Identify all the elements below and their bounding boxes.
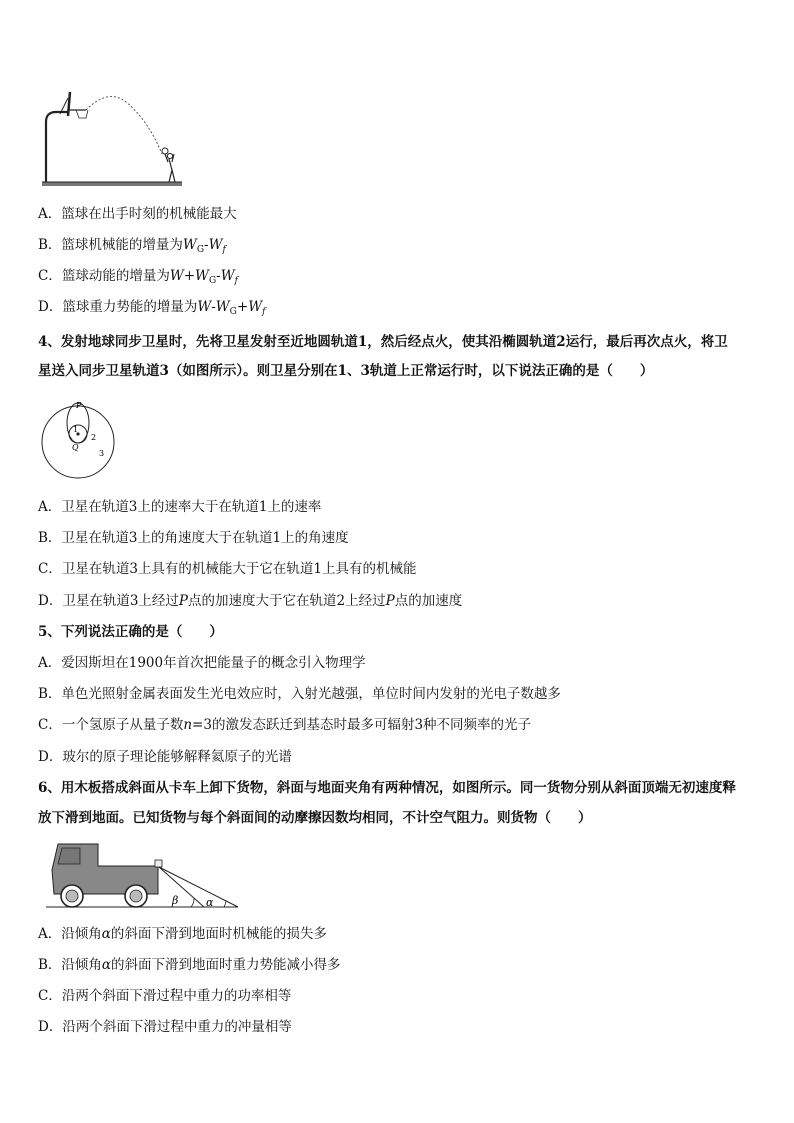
orbit-label-q: Q (72, 443, 79, 452)
q4-option-b[interactable]: B．卫星在轨道3上的角速度大于在轨道1上的角速度 (38, 530, 349, 546)
q6-stem-line2: 放下滑到地面。已知货物与每个斜面间的动摩擦因数均相同，不计空气阻力。则货物（ ） (38, 810, 592, 826)
q5-option-b[interactable]: B．单色光照射金属表面发生光电效应时，入射光越强，单位时间内发射的光电子数越多 (38, 686, 561, 702)
q5-stem: 5、下列说法正确的是（ ） (38, 624, 223, 640)
q5-option-c[interactable]: C．一个氢原子从量子数n=3的激发态跃迁到基态时最多可辐射3种不同频率的光子 (38, 717, 532, 733)
q3-option-a[interactable]: A．篮球在出手时刻的机械能最大 (38, 206, 237, 222)
q3-option-d[interactable]: D．篮球重力势能的增量为$W-W_G+W_f$ (38, 299, 266, 317)
angle-label-beta: β (172, 894, 179, 907)
orbit-label-1: 1 (73, 425, 79, 434)
q4-stem-line2: 星送入同步卫星轨道3（如图所示）。则卫星分别在1、3轨道上正常运行时，以下说法正确的是（ ） (38, 363, 654, 379)
q6-option-b[interactable]: B．沿倾角α的斜面下滑到地面时重力势能减小得多 (38, 957, 341, 973)
angle-label-alpha: α (206, 896, 214, 909)
q5-option-d[interactable]: D．玻尔的原子理论能够解释氦原子的光谱 (38, 749, 292, 765)
q4-option-c[interactable]: C．卫星在轨道3上具有的机械能大于它在轨道1上具有的机械能 (38, 561, 417, 577)
q5-option-a[interactable]: A．爱因斯坦在1900年首次把能量子的概念引入物理学 (38, 655, 366, 671)
q6-stem-line1: 6、用木板搭成斜面从卡车上卸下货物，斜面与地面夹角有两种情况，如图所示。同一货物分别从斜面顶端无初速度释 (38, 780, 736, 796)
satellite-orbits-figure (38, 398, 128, 482)
orbit-label-p: P (76, 401, 82, 410)
q4-option-d[interactable]: D．卫星在轨道3上经过P点的加速度大于它在轨道2上经过P点的加速度 (38, 593, 463, 609)
orbit-label-2: 2 (91, 433, 97, 442)
basketball-shot-figure (38, 88, 188, 190)
orbit-label-3: 3 (99, 449, 105, 458)
q3-option-c[interactable]: C．篮球动能的增量为$W+W_G-W_f$ (38, 268, 238, 286)
q6-option-c[interactable]: C．沿两个斜面下滑过程中重力的功率相等 (38, 988, 292, 1004)
truck-ramps-figure (44, 836, 244, 912)
q3-option-b[interactable]: B．篮球机械能的增量为$W_G-W_f$ (38, 237, 226, 255)
q4-stem-line1: 4、发射地球同步卫星时，先将卫星发射至近地圆轨道1，然后经点火，使其沿椭圆轨道2运行，最后再次点火，将卫 (38, 334, 728, 350)
q6-option-d[interactable]: D．沿两个斜面下滑过程中重力的冲量相等 (38, 1019, 292, 1035)
q6-option-a[interactable]: A．沿倾角α的斜面下滑到地面时机械能的损失多 (38, 926, 327, 942)
q4-option-a[interactable]: A．卫星在轨道3上的速率大于在轨道1上的速率 (38, 499, 322, 515)
